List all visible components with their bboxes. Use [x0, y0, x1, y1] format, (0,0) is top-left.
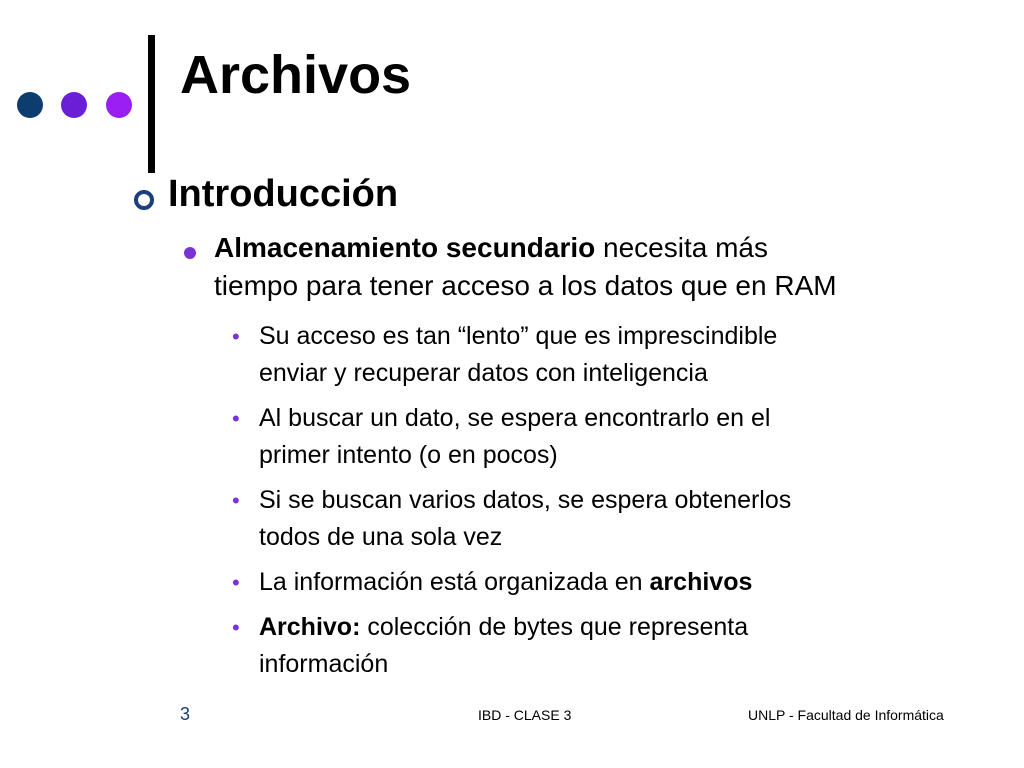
slide-title: Archivos [180, 45, 412, 105]
bullet-line: La información está organizada en [259, 568, 650, 596]
level2-item [214, 229, 1014, 305]
list-item [232, 482, 952, 556]
bullet-icon: • [232, 488, 240, 513]
level2-bold: Almacenamiento secundario [214, 232, 596, 263]
level2-line1: necesita más [595, 232, 768, 263]
bullet-line: enviar y recuperar datos con inteligencia [259, 359, 708, 387]
page-number: 3 [180, 704, 191, 724]
dot-icon [61, 92, 87, 118]
bullet-line: todos de una sola vez [259, 523, 503, 551]
bullet-bold: archivos [649, 568, 753, 596]
bullet-icon: • [232, 324, 240, 349]
footer-right: UNLP - Facultad de Informática [748, 707, 944, 723]
bullet-line: colección de bytes que representa [360, 613, 749, 641]
bullet-line: primer intento (o en pocos) [259, 441, 558, 469]
bullet-icon: • [232, 570, 240, 595]
bullet-line: Si se buscan varios datos, se espera obtenerlos [259, 486, 792, 514]
bullet-line: Su acceso es tan “lento” que es imprescindible [259, 322, 778, 350]
list-item [232, 564, 952, 601]
bullet-icon [184, 247, 196, 259]
ring-bullet-icon [134, 190, 154, 210]
list-item [232, 400, 952, 474]
bullet-bold: Archivo: [259, 613, 361, 641]
bullet-icon: • [232, 615, 240, 640]
section-heading: Introducción [168, 173, 399, 215]
bullet-line: Al buscar un dato, se espera encontrarlo en el [259, 404, 771, 432]
list-item [232, 609, 952, 683]
dot-icon [17, 92, 43, 118]
bullet-line: información [259, 650, 389, 678]
footer-center: IBD - CLASE 3 [478, 707, 572, 723]
dot-icon [106, 92, 132, 118]
bullet-list [232, 318, 952, 691]
title-divider [148, 35, 155, 173]
list-item [232, 318, 952, 392]
bullet-icon: • [232, 406, 240, 431]
level2-line2: tiempo para tener acceso a los datos que en RAM [214, 270, 837, 301]
